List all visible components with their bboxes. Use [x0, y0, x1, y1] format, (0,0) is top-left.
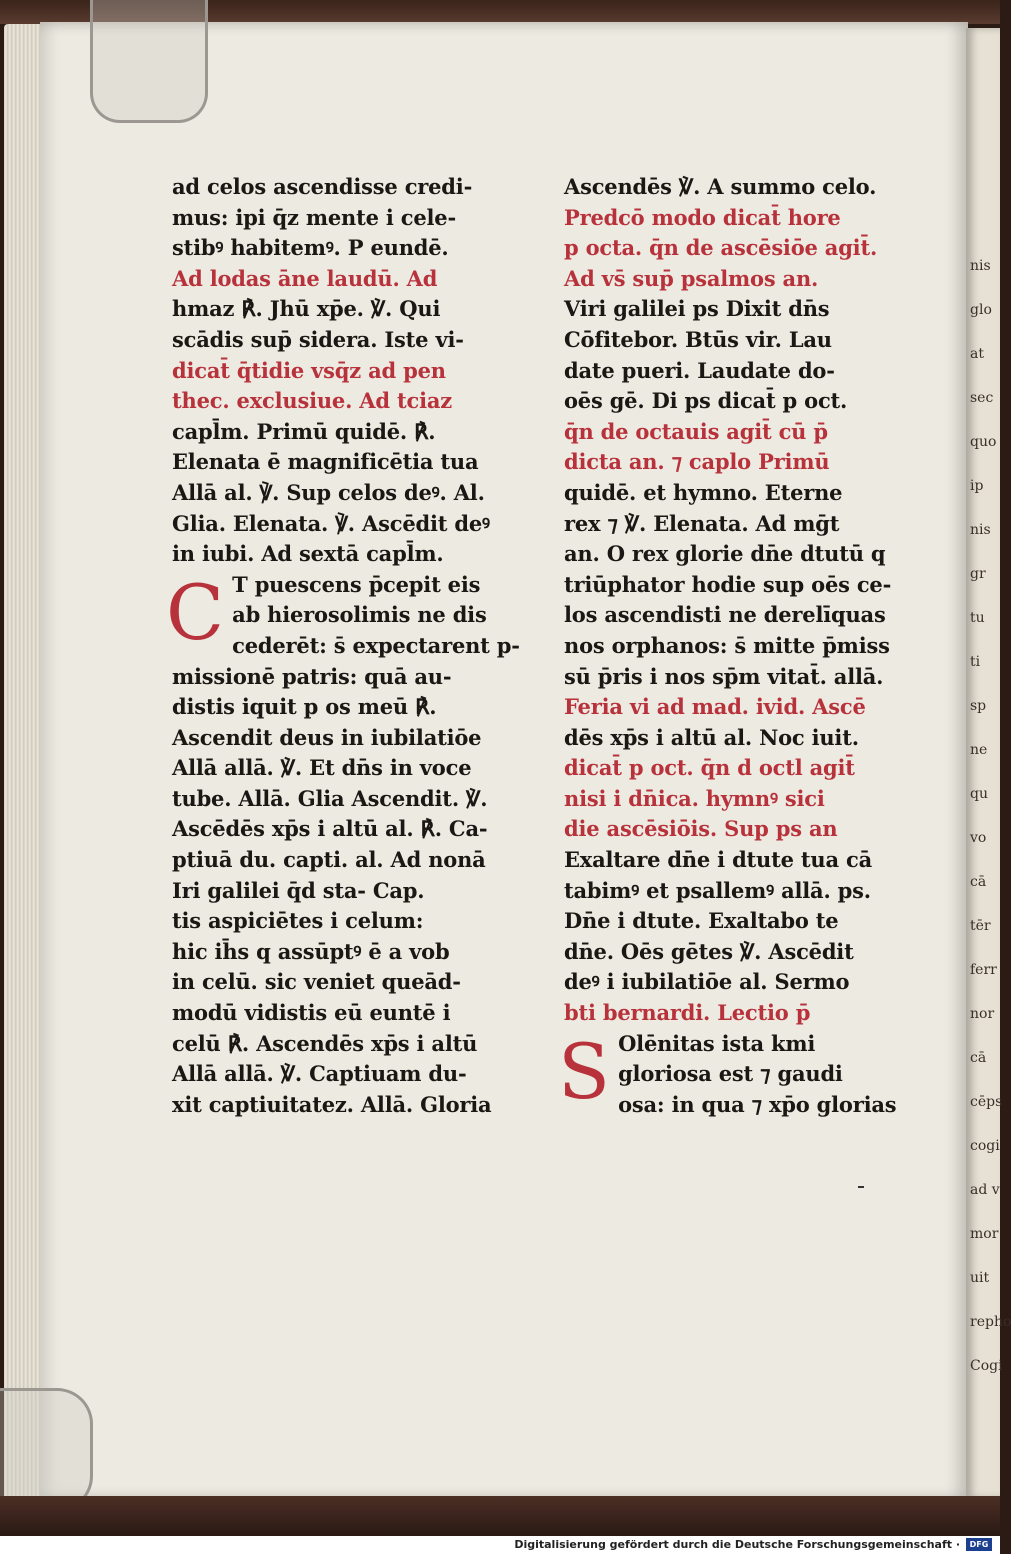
text-line: rex ⁊ ℣. Elenata. Ad mḡt [564, 510, 840, 536]
rubric-line: dicta an. ⁊ caplo Primū [564, 449, 830, 475]
text-line: Glia. Elenata. ℣. Ascēdit deꝰ [172, 510, 490, 536]
text-line: dēs xp̄s i altū al. Noc iuit. [564, 724, 859, 750]
facing-page-fragment: cā [970, 874, 987, 890]
text-line: Allā al. ℣. Sup celos deꝰ. Al. [172, 479, 485, 505]
text-line: los ascendisti ne derelīquas [564, 602, 886, 628]
text-line: Iri galilei q̄d sta‑ Cap. [172, 877, 425, 903]
page-clip-top [90, 0, 208, 123]
facing-page-fragment: tēr [970, 918, 991, 934]
text-line: T puescens p̄cepit eis [232, 571, 481, 597]
rubric-line: q̄n de octauis agit̄ cū p̄ [564, 418, 828, 444]
rubric-line: Predcō modo dicat̄ hore [564, 204, 841, 230]
bottom-background [0, 1496, 1000, 1536]
text-line: quidē. et hymno. Eterne [564, 479, 843, 505]
text-line: hic ih̄s q assūptꝰ ē a vob [172, 938, 450, 964]
facing-page-fragment: ip [970, 478, 984, 494]
facing-page-fragment: ad v [970, 1182, 1000, 1198]
text-line: missionē patris: quā au‑ [172, 663, 452, 689]
facing-page-fragment: mor [970, 1226, 999, 1242]
text-line: Allā allā. ℣. Captiuam du‑ [172, 1061, 467, 1087]
text-line: osa: in qua ⁊ xp̄o glorias [618, 1091, 897, 1117]
text-line: an. O rex glorie dn̄e dtutū q [564, 541, 886, 567]
facing-page-fragment: nis [970, 258, 991, 274]
left-text-column [166, 172, 532, 1120]
text-line: tube. Allā. Glia Ascendit. ℣. [172, 785, 488, 811]
red-initial-letter: S [558, 1026, 611, 1116]
print-guide-mark [858, 1186, 864, 1188]
rubric-line: Feria vi ad mad. ivid. Ascē [564, 694, 866, 720]
facing-page-fragment: qu [970, 786, 988, 802]
text-line: Dn̄e i dtute. Exaltabo te [564, 908, 839, 934]
facing-page-fragment: Cogi [970, 1358, 1003, 1374]
facing-page-fragment: ne [970, 742, 988, 758]
text-line: Allā allā. ℣. Et dn̄s in voce [172, 755, 472, 781]
facing-page-fragment: cogi [970, 1138, 1000, 1154]
facing-page-fragment: sp [970, 698, 987, 714]
facing-page-fragment: at [970, 346, 984, 362]
rubric-line: Ad vs̄ sup̄ psalmos an. [564, 265, 819, 291]
text-line: in celū. sic veniet queād‑ [172, 969, 461, 995]
text-line: sū p̄ris i nos sp̄m vitat̄. allā. [564, 663, 884, 689]
text-line: scādis sup̄ sidera. Iste vi‑ [172, 326, 464, 352]
text-line: in iubi. Ad sextā capl̄m. [172, 541, 444, 567]
book-page-edges [4, 24, 42, 1502]
text-line: tabimꝰ et psallemꝰ allā. ps. [564, 877, 871, 903]
rubric-line: p octa. q̄n de ascēsiōe agit̄. [564, 235, 878, 261]
rubric-line: die ascēsiōis. Sup ps an [564, 816, 838, 842]
rubric-line: bti bernardi. Lectio p̄ [564, 1000, 811, 1026]
rubric-line: dicat̄ q̄tidie vsq̄z ad pen [172, 357, 446, 383]
text-line: Cōfitebor. Btūs vir. Lau [564, 326, 832, 352]
dfg-logo: DFG [966, 1538, 992, 1551]
text-line: hmaz ℟. Jhū xp̄e. ℣. Qui [172, 296, 441, 322]
red-initial-letter: C [166, 567, 225, 657]
text-line: ab hierosolimis ne dis [232, 602, 487, 628]
footer-credit: Digitalisierung gefördert durch die Deutsche Forschungsgemeinschaft · [514, 1538, 960, 1551]
text-line: capl̄m. Primū quidē. ℟. [172, 418, 436, 444]
text-line: deꝰ i iubilatiōe al. Sermo [564, 969, 850, 995]
text-line: mus: ipi q̄z mente i cele‑ [172, 204, 456, 230]
text-line: Elenata ē magnificētia tua [172, 449, 479, 475]
text-line: Ascendit deus in iubilatiōe [172, 724, 482, 750]
rubric-line: dicat̄ p oct. q̄n d octl agit̄ [564, 755, 855, 781]
text-line: triūphator hodie sup oēs ce‑ [564, 571, 892, 597]
facing-page-fragment: ti [970, 654, 981, 670]
rubric-line: Ad lodas āne laudū. Ad [172, 265, 438, 291]
text-line: xit captiuitatez. Allā. Gloria [172, 1091, 492, 1117]
text-line: celū ℟. Ascendēs xp̄s i altū [172, 1030, 478, 1056]
facing-page-fragment: vo [970, 830, 987, 846]
facing-page-fragment: repho [970, 1314, 1011, 1330]
page-clip-bottom [0, 1388, 93, 1512]
facing-page-fragment: uit [970, 1270, 990, 1286]
text-line: Viri galilei ps Dixit dn̄s [564, 296, 830, 322]
text-line: Ascēdēs xp̄s i altū al. ℟. Ca‑ [172, 816, 488, 842]
facing-page-fragment: nis [970, 522, 991, 538]
text-line: nos orphanos: s̄ mitte p̄miss [564, 632, 890, 658]
text-line: oēs gē. Di ps dicat̄ p oct. [564, 388, 848, 414]
rubric-line: thec. exclusiue. Ad tciaz [172, 388, 452, 414]
text-line: ptiuā du. capti. al. Ad nonā [172, 847, 486, 873]
text-line: distis iquit p os meū ℟. [172, 694, 437, 720]
facing-page-fragment: glo [970, 302, 992, 318]
right-text-column [558, 172, 897, 1120]
facing-page-fragment: quo [970, 434, 997, 450]
facing-page-fragment: tu [970, 610, 985, 626]
text-line: cederēt: s̄ expectarent p‑ [232, 632, 520, 658]
text-line: Exaltare dn̄e i dtute tua cā [564, 847, 872, 873]
facing-page-fragment: sec [970, 390, 994, 406]
facing-page-fragment: cā [970, 1050, 987, 1066]
text-line: Olēnitas ista kmi [618, 1030, 816, 1056]
text-line: ad celos ascendisse credi‑ [172, 174, 473, 199]
text-line: tis aspiciētes i celum: [172, 908, 424, 934]
facing-page-fragment: gr [970, 566, 986, 582]
text-line: modū vidistis eū euntē i [172, 1000, 451, 1026]
text-line: Ascendēs ℣. A summo celo. [564, 174, 877, 199]
text-line: stibꝰ habitemꝰ. P eundē. [172, 235, 449, 261]
facing-page-fragment: nor [970, 1006, 995, 1022]
text-line: dn̄e. Oēs gētes ℣. Ascēdit [564, 938, 854, 964]
rubric-line: nisi i dn̄ica. hymnꝰ sici [564, 785, 825, 811]
facing-page-fragment: ferr [970, 962, 997, 978]
text-line: date pueri. Laudate do‑ [564, 357, 835, 383]
text-line: gloriosa est ⁊ gaudi [618, 1061, 843, 1087]
facing-page-edge [966, 28, 1011, 1498]
facing-page-fragment: cēps [970, 1094, 1003, 1110]
